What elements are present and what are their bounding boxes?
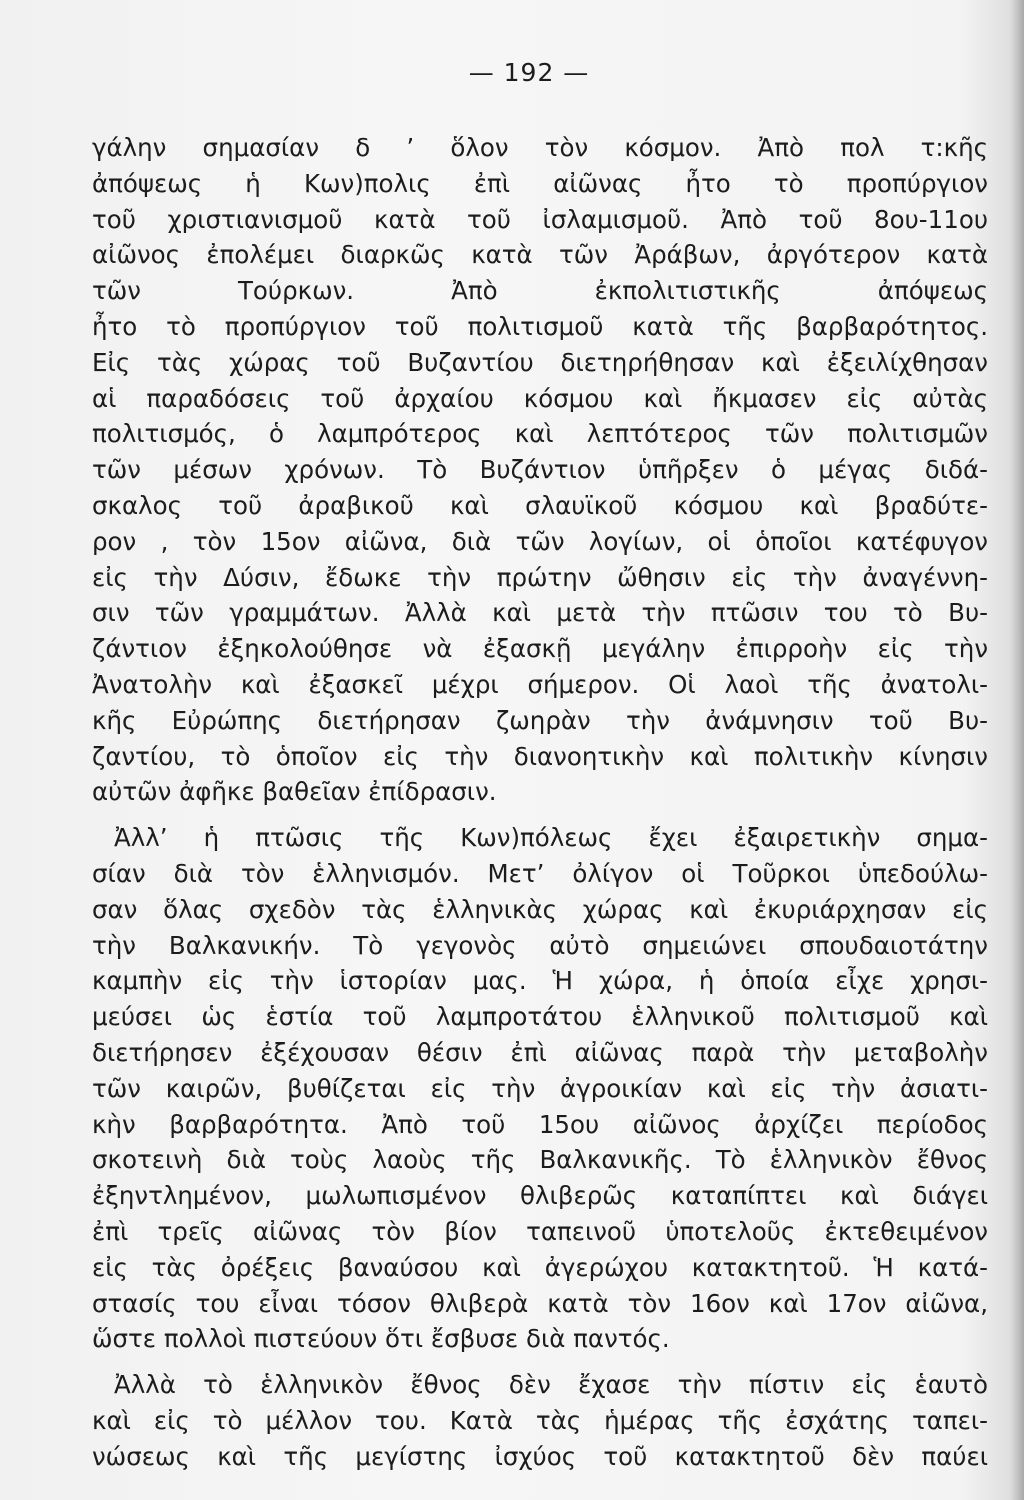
text-line: Ἀνατολὴν καὶ ἐξασκεῖ μέχρι σήμερον. Οἱ λαοὶ τῆς ἀνατολι-: [92, 669, 988, 699]
text-line: ἦτο τὸ προπύργιον τοῦ πολιτισμοῦ κατὰ τῆς βαρβαρότητος.: [92, 311, 988, 341]
text-line: εἰς τὰς ὀρέξεις βαναύσου καὶ ἀγερώχου κατακτητοῦ. Ἡ κατά-: [92, 1252, 988, 1282]
text-line: Εἰς τὰς χώρας τοῦ Βυζαντίου διετηρήθησαν καὶ ἐξειλίχθησαν: [92, 347, 988, 377]
text-line: γάλην σημασίαν δ ’ ὅλον τὸν κόσμον. Ἀπὸ πολ τ:κῆς: [92, 133, 988, 162]
text-line: τῶν Τούρκων. Ἀπὸ ἐκπολιτιστικῆς ἀπόψεως: [92, 276, 988, 306]
body-text: [92, 130, 988, 1474]
text-line: σιν τῶν γραμμάτων. Ἀλλὰ καὶ μετὰ τὴν πτῶσιν του τὸ Βυ-: [92, 598, 988, 628]
page-edge-shadow: [1010, 0, 1024, 1500]
text-line: μεύσει ὡς ἑστία τοῦ λαμπροτάτου ἑλληνικοῦ πολιτισμοῦ καὶ: [92, 1002, 988, 1032]
text-line: αὐτῶν ἀφῆκε βαθεῖαν ἐπίδρασιν.: [92, 777, 497, 807]
text-line: ρον , τὸν 15ον αἰῶνα, διὰ τῶν λογίων, οἱ ὁποῖοι κατέφυγον: [92, 526, 988, 556]
text-line: αἱ παραδόσεις τοῦ ἀρχαίου κόσμου καὶ ἤκμασεν εἰς αὐτὰς: [92, 383, 988, 413]
page-number: — 192 —: [468, 58, 590, 87]
text-line: κὴν βαρβαρότητα. Ἀπὸ τοῦ 15ου αἰῶνος ἀρχίζει περίοδος: [92, 1109, 988, 1139]
text-line: Ἀλλ’ ἡ πτῶσις τῆς Κων)πόλεως ἔχει ἐξαιρετικὴν σημα-: [114, 823, 988, 853]
text-line: τῶν καιρῶν, βυθίζεται εἰς τὴν ἀγροικίαν καὶ εἰς τὴν ἀσιατι-: [92, 1073, 988, 1103]
text-line: ἐπὶ τρεῖς αἰῶνας τὸν βίον ταπεινοῦ ὑποτελοῦς ἐκτεθειμένον: [92, 1216, 988, 1246]
paragraph: [92, 1367, 988, 1474]
paragraph-gap: [92, 810, 988, 820]
text-line: στασίς του εἶναι τόσον θλιβερὰ κατὰ τὸν 16ον καὶ 17ον αἰῶνα,: [92, 1288, 988, 1318]
paragraph: [92, 820, 988, 1357]
text-line: τοῦ χριστιανισμοῦ κατὰ τοῦ ἰσλαμισμοῦ. Ἀπὸ τοῦ 8ου-11ου: [92, 204, 988, 234]
paragraph: [92, 130, 988, 810]
text-line: σίαν διὰ τὸν ἑλληνισμόν. Μετ’ ὀλίγον οἱ Τοῦρκοι ὑπεδούλω-: [92, 858, 988, 888]
text-line: ζαντίου, τὸ ὁποῖον εἰς τὴν διανοητικὴν καὶ πολιτικὴν κίνησιν: [92, 741, 988, 771]
text-line: σκαλος τοῦ ἀραβικοῦ καὶ σλαυϊκοῦ κόσμου καὶ βραδύτε-: [92, 490, 988, 520]
text-line: σαν ὅλας σχεδὸν τὰς ἑλληνικὰς χώρας καὶ ἐκυριάρχησαν εἰς: [92, 894, 988, 924]
text-line: τὴν Βαλκανικήν. Τὸ γεγονὸς αὐτὸ σημειώνει σπουδαιοτάτην: [92, 930, 988, 960]
text-line: νώσεως καὶ τῆς μεγίστης ἰσχύος τοῦ κατακτητοῦ δὲν παύει: [92, 1441, 988, 1471]
text-line: διετήρησεν ἐξέχουσαν θέσιν ἐπὶ αἰῶνας παρὰ τὴν μεταβολὴν: [92, 1037, 988, 1067]
text-line: ἐξηντλημένον, μωλωπισμένον θλιβερῶς καταπίπτει καὶ διάγει: [92, 1181, 988, 1211]
text-line: καμπὴν εἰς τὴν ἱστορίαν μας. Ἡ χώρα, ἡ ὁποία εἶχε χρησι-: [92, 966, 988, 996]
text-line: αἰῶνος ἐπολέμει διαρκῶς κατὰ τῶν Ἀράβων, ἀργότερον κατὰ: [92, 240, 988, 270]
text-line: ὥστε πολλοὶ πιστεύουν ὅτι ἔσβυσε διὰ παντός.: [92, 1324, 670, 1354]
text-line: ζάντιον ἐξηκολούθησε νὰ ἐξασκῇ μεγάλην ἐπιρροὴν εἰς τὴν: [92, 634, 988, 664]
paragraph-gap: [92, 1357, 988, 1367]
text-line: κῆς Εὐρώπης διετήρησαν ζωηρὰν τὴν ἀνάμνησιν τοῦ Βυ-: [92, 705, 988, 735]
text-line: σκοτεινὴ διὰ τοὺς λαοὺς τῆς Βαλκανικῆς. Τὸ ἑλληνικὸν ἔθνος: [92, 1145, 988, 1175]
text-line: καὶ εἰς τὸ μέλλον του. Κατὰ τὰς ἡμέρας τῆς ἐσχάτης ταπει-: [92, 1405, 988, 1435]
text-line: τῶν μέσων χρόνων. Τὸ Βυζάντιον ὑπῆρξεν ὁ μέγας διδά-: [92, 455, 988, 485]
text-line: εἰς τὴν Δύσιν, ἔδωκε τὴν πρώτην ὤθησιν εἰς τὴν ἀναγέννη-: [92, 562, 988, 592]
text-line: Ἀλλὰ τὸ ἑλληνικὸν ἔθνος δὲν ἔχασε τὴν πίστιν εἰς ἑαυτὸ: [114, 1370, 988, 1400]
text-line: ἀπόψεως ἡ Κων)πολις ἐπὶ αἰῶνας ἦτο τὸ προπύργιον: [92, 168, 988, 198]
text-line: πολιτισμός, ὁ λαμπρότερος καὶ λεπτότερος τῶν πολιτισμῶν: [92, 419, 988, 449]
